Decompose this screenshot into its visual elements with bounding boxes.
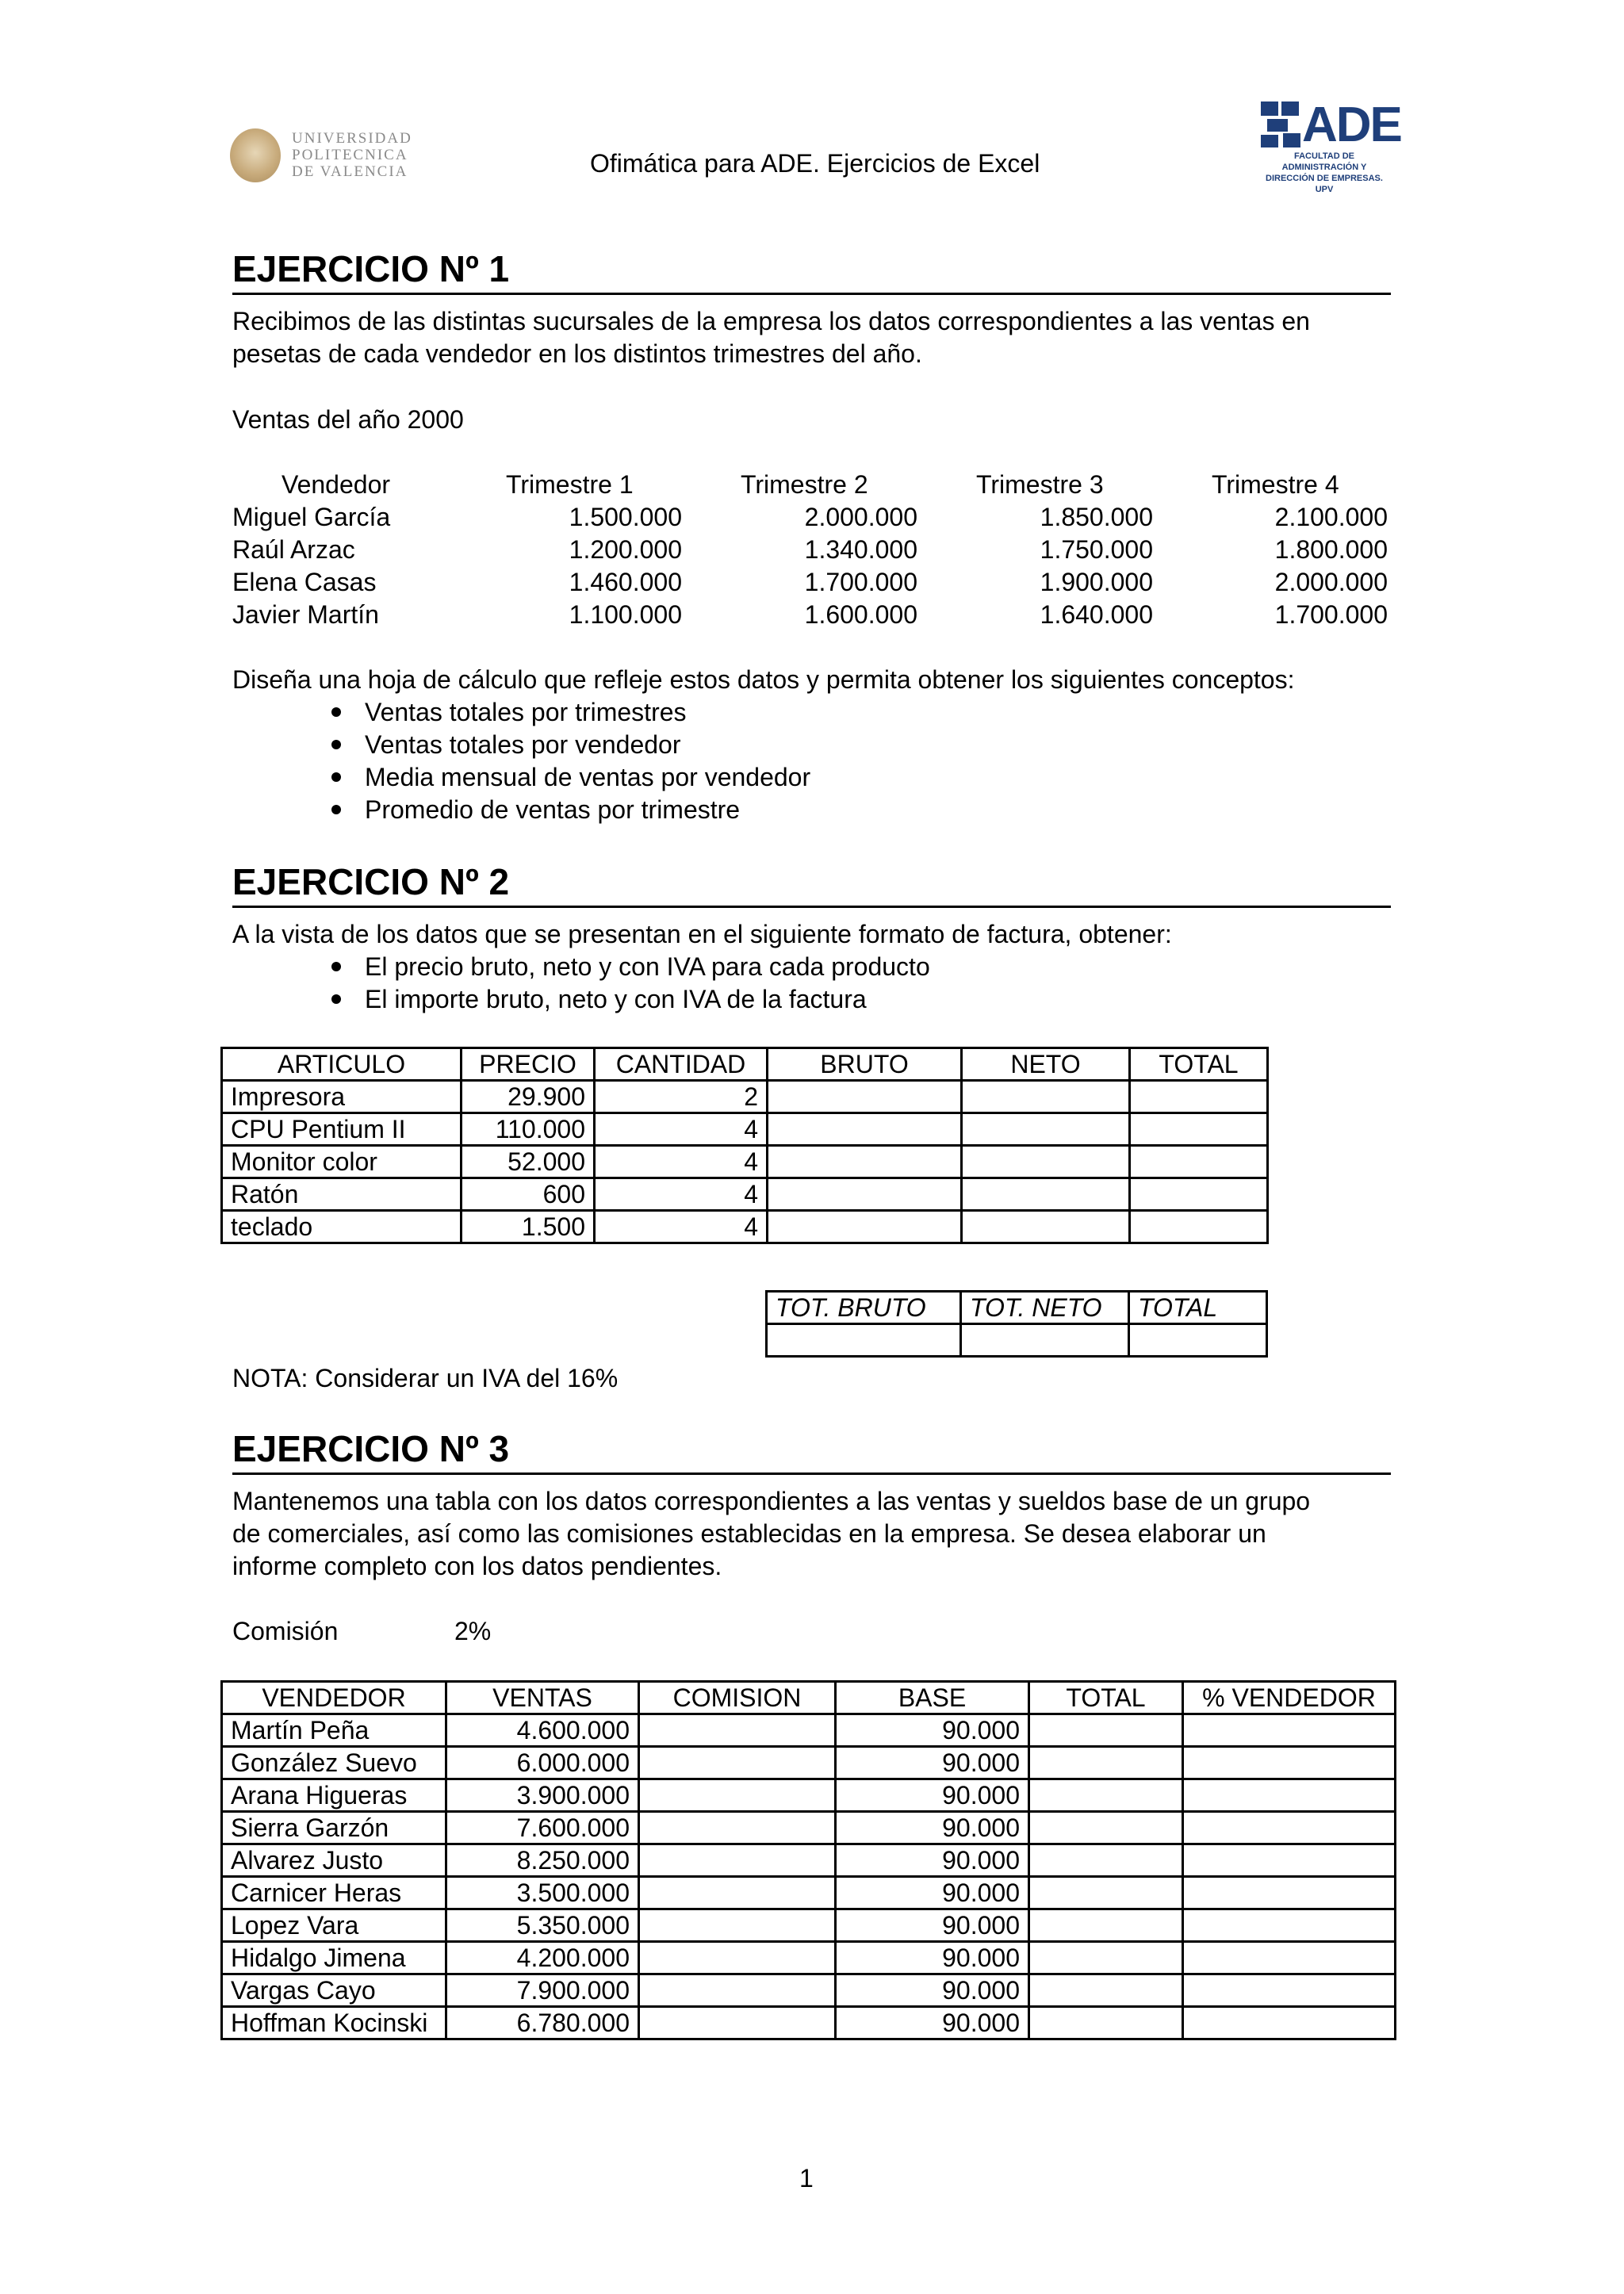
table-header-cell: PRECIO	[462, 1048, 595, 1081]
ex3-intro-line: de comerciales, así como las comisiones establecidas en la empresa. Se desea elaborar un	[232, 1519, 1266, 1548]
table-cell: Hidalgo Jimena	[222, 1942, 446, 1974]
table-cell: Arana Higueras	[222, 1779, 446, 1812]
table-cell: CPU Pentium II	[222, 1113, 462, 1146]
table-cell: 90.000	[836, 1844, 1029, 1877]
table-cell	[962, 1081, 1130, 1113]
page-number: 1	[799, 2164, 814, 2193]
ex2-bullet-text: El precio bruto, neto y con IVA para cada producto	[365, 952, 930, 981]
ex1-cell: 1.700.000	[1274, 600, 1388, 629]
table-cell: 52.000	[462, 1146, 595, 1178]
table-cell	[1029, 1714, 1183, 1747]
table-cell	[1183, 1714, 1396, 1747]
upv-seal-icon	[230, 128, 281, 182]
table-cell: Hoffman Kocinski	[222, 2007, 446, 2039]
table-cell: 90.000	[836, 1779, 1029, 1812]
table-row	[222, 1844, 1396, 1877]
table-cell: 6.780.000	[446, 2007, 639, 2039]
table-row	[222, 1211, 1268, 1243]
ex1-cell: 1.340.000	[804, 535, 917, 564]
table-cell	[962, 1146, 1130, 1178]
table-row	[222, 1812, 1396, 1844]
table-row	[767, 1324, 1267, 1357]
ex1-task: Diseña una hoja de cálculo que refleje estos datos y permita obtener los siguientes conceptos:	[232, 665, 1295, 694]
table-cell: 29.900	[462, 1081, 595, 1113]
ex1-bullet-text: Promedio de ventas por trimestre	[365, 795, 741, 824]
ex2-bullet-text: El importe bruto, neto y con IVA de la factura	[365, 985, 867, 1013]
table-cell	[1029, 2007, 1183, 2039]
table-cell	[962, 1178, 1130, 1211]
table-cell	[639, 1974, 836, 2007]
table-cell	[962, 1113, 1130, 1146]
table-row	[222, 1747, 1396, 1779]
table-cell	[1029, 1974, 1183, 2007]
table-cell	[1029, 1779, 1183, 1812]
table-cell: 3.900.000	[446, 1779, 639, 1812]
table-cell: Impresora	[222, 1081, 462, 1113]
ex2-totals-table	[765, 1290, 1268, 1358]
ex2-intro: A la vista de los datos que se presentan en el siguiente formato de factura, obtener:	[232, 920, 1172, 948]
upv-logo	[230, 127, 412, 184]
table-cell	[639, 1747, 836, 1779]
bullet-icon	[331, 772, 341, 782]
ex1-heading-rule	[232, 293, 1391, 295]
ex1-cell: 1.850.000	[1040, 503, 1153, 531]
table-cell: 2	[595, 1081, 768, 1113]
bullet-icon	[331, 994, 341, 1004]
table-header-cell: CANTIDAD	[595, 1048, 768, 1081]
table-cell: Alvarez Justo	[222, 1844, 446, 1877]
table-cell: Martín Peña	[222, 1714, 446, 1747]
ex1-bullet	[331, 794, 740, 826]
ade-puzzle-icon	[1261, 101, 1302, 147]
table-header-cell: ARTICULO	[222, 1048, 462, 1081]
ex1-col-header: Trimestre 2	[741, 470, 868, 499]
table-cell	[639, 1779, 836, 1812]
table-cell	[1130, 1211, 1268, 1243]
table-cell: Monitor color	[222, 1146, 462, 1178]
ex3-commission-label: Comisión	[232, 1617, 339, 1645]
table-cell	[1183, 1844, 1396, 1877]
ex3-sales-table	[220, 1680, 1396, 2040]
table-cell	[1183, 1909, 1396, 1942]
table-cell	[1029, 1877, 1183, 1909]
ex1-cell: 2.000.000	[1274, 568, 1388, 596]
table-row	[222, 2007, 1396, 2039]
ex1-bullet	[331, 696, 687, 729]
table-row	[222, 1113, 1268, 1146]
table-cell: 90.000	[836, 1877, 1029, 1909]
table-cell: 4	[595, 1146, 768, 1178]
table-cell	[1183, 2007, 1396, 2039]
table-cell	[1129, 1324, 1267, 1357]
ex1-cell: Javier Martín	[232, 600, 379, 629]
table-cell: 90.000	[836, 1747, 1029, 1779]
upv-logo-line: POLITECNICA	[292, 147, 408, 163]
ex1-cell: 1.460.000	[569, 568, 682, 596]
ex1-bullet-text: Ventas totales por trimestres	[365, 698, 687, 726]
bullet-icon	[331, 805, 341, 814]
table-cell	[1029, 1909, 1183, 1942]
table-cell	[1029, 1812, 1183, 1844]
table-cell	[639, 2007, 836, 2039]
ex1-cell: 1.800.000	[1274, 535, 1388, 564]
ex1-cell: 1.700.000	[804, 568, 917, 596]
table-header-cell: BASE	[836, 1682, 1029, 1714]
table-cell	[639, 1942, 836, 1974]
table-cell: 1.500	[462, 1211, 595, 1243]
ex1-cell: 1.600.000	[804, 600, 917, 629]
table-cell	[1130, 1113, 1268, 1146]
table-cell	[767, 1324, 961, 1357]
table-header-cell: TOTAL	[1130, 1048, 1268, 1081]
table-row	[222, 1178, 1268, 1211]
table-cell	[639, 1714, 836, 1747]
ex3-intro-line: Mantenemos una tabla con los datos correspondientes a las ventas y sueldos base de un grupo	[232, 1487, 1311, 1515]
table-header-cell: NETO	[962, 1048, 1130, 1081]
ex1-heading: EJERCICIO Nº 1	[232, 248, 510, 289]
table-row	[222, 1146, 1268, 1178]
table-cell: 110.000	[462, 1113, 595, 1146]
upv-logo-line: DE VALENCIA	[292, 163, 408, 180]
table-cell	[768, 1146, 962, 1178]
ex1-intro-line: Recibimos de las distintas sucursales de la empresa los datos correspondientes a las ventas en	[232, 307, 1310, 335]
table-cell	[1029, 1942, 1183, 1974]
ex1-cell: 2.000.000	[804, 503, 917, 531]
ex2-bullet	[331, 983, 867, 1016]
table-cell: 6.000.000	[446, 1747, 639, 1779]
ex1-subtitle: Ventas del año 2000	[232, 405, 464, 434]
table-cell	[1029, 1844, 1183, 1877]
table-row	[222, 1877, 1396, 1909]
table-cell	[1130, 1146, 1268, 1178]
table-cell: 7.600.000	[446, 1812, 639, 1844]
table-cell: 90.000	[836, 2007, 1029, 2039]
table-cell: 90.000	[836, 1714, 1029, 1747]
table-cell: González Suevo	[222, 1747, 446, 1779]
table-cell: 90.000	[836, 1909, 1029, 1942]
table-cell: Vargas Cayo	[222, 1974, 446, 2007]
table-cell	[639, 1909, 836, 1942]
ex1-cell: 1.100.000	[569, 600, 682, 629]
table-cell	[1183, 1812, 1396, 1844]
table-cell	[639, 1877, 836, 1909]
table-row	[222, 1909, 1396, 1942]
ade-logo-word: ADE	[1302, 98, 1401, 152]
ex1-col-header: Trimestre 3	[976, 470, 1104, 499]
ex1-intro-line: pesetas de cada vendedor en los distintos trimestres del año.	[232, 339, 922, 368]
ex1-cell: 1.750.000	[1040, 535, 1153, 564]
ex3-heading-rule	[232, 1473, 1391, 1475]
table-cell: 8.250.000	[446, 1844, 639, 1877]
table-row	[222, 1081, 1268, 1113]
table-cell	[1183, 1877, 1396, 1909]
table-header-cell: BRUTO	[768, 1048, 962, 1081]
table-cell: 4.600.000	[446, 1714, 639, 1747]
table-cell	[1029, 1747, 1183, 1779]
upv-logo-text	[292, 130, 412, 180]
table-row	[222, 1942, 1396, 1974]
table-cell: 4	[595, 1113, 768, 1146]
upv-logo-line: UNIVERSIDAD	[292, 130, 412, 147]
ex3-intro-line: informe completo con los datos pendientes.	[232, 1552, 722, 1580]
ex1-bullet	[331, 761, 810, 794]
table-cell: 90.000	[836, 1974, 1029, 2007]
table-cell	[1130, 1081, 1268, 1113]
table-cell	[768, 1081, 962, 1113]
bullet-icon	[331, 962, 341, 971]
ex1-cell: 1.500.000	[569, 503, 682, 531]
table-cell: teclado	[222, 1211, 462, 1243]
table-row	[222, 1779, 1396, 1812]
ex2-heading: EJERCICIO Nº 2	[232, 861, 510, 902]
ex1-col-header: Vendedor	[282, 470, 391, 499]
table-header-row	[222, 1048, 1268, 1081]
table-header-row	[767, 1292, 1267, 1324]
table-header-cell: VENTAS	[446, 1682, 639, 1714]
table-cell: Ratón	[222, 1178, 462, 1211]
ex3-heading: EJERCICIO Nº 3	[232, 1428, 510, 1469]
table-cell: Sierra Garzón	[222, 1812, 446, 1844]
table-cell	[639, 1812, 836, 1844]
table-cell	[768, 1211, 962, 1243]
ex1-col-header: Trimestre 4	[1212, 470, 1339, 499]
table-cell: 90.000	[836, 1942, 1029, 1974]
ex1-cell: 1.640.000	[1040, 600, 1153, 629]
table-cell	[639, 1844, 836, 1877]
table-cell: 600	[462, 1178, 595, 1211]
table-cell	[961, 1324, 1129, 1357]
ex1-bullet	[331, 729, 681, 761]
table-cell: 4.200.000	[446, 1942, 639, 1974]
ex1-cell: 1.900.000	[1040, 568, 1153, 596]
ex1-cell: Miguel García	[232, 503, 391, 531]
table-cell: 4	[595, 1211, 768, 1243]
table-row	[222, 1714, 1396, 1747]
ex2-invoice-table	[220, 1047, 1269, 1244]
table-cell: 7.900.000	[446, 1974, 639, 2007]
table-header-cell: % VENDEDOR	[1183, 1682, 1396, 1714]
table-cell	[768, 1113, 962, 1146]
ex2-bullet	[331, 951, 930, 983]
ex1-cell: Raúl Arzac	[232, 535, 355, 564]
table-cell: Carnicer Heras	[222, 1877, 446, 1909]
ex1-cell: 2.100.000	[1274, 503, 1388, 531]
ex2-heading-rule	[232, 906, 1391, 908]
table-header-cell: TOTAL	[1129, 1292, 1267, 1324]
table-cell	[768, 1178, 962, 1211]
table-cell: Lopez Vara	[222, 1909, 446, 1942]
table-cell	[1183, 1942, 1396, 1974]
ex1-cell: Elena Casas	[232, 568, 377, 596]
table-cell	[1183, 1747, 1396, 1779]
ade-logo	[1261, 97, 1401, 194]
table-header-cell: COMISION	[639, 1682, 836, 1714]
table-header-cell: TOT. BRUTO	[767, 1292, 961, 1324]
table-header-cell: VENDEDOR	[222, 1682, 446, 1714]
table-cell: 4	[595, 1178, 768, 1211]
table-cell	[1183, 1974, 1396, 2007]
bullet-icon	[331, 740, 341, 749]
ex1-bullet-text: Ventas totales por vendedor	[365, 730, 681, 759]
ex1-bullet-text: Media mensual de ventas por vendedor	[365, 763, 811, 791]
table-header-cell: TOT. NETO	[961, 1292, 1129, 1324]
table-header-cell: TOTAL	[1029, 1682, 1183, 1714]
table-cell	[962, 1211, 1130, 1243]
ade-logo-subtitle: FACULTAD DE ADMINISTRACIÓN Y DIRECCIÓN DE EMPRESAS. UPV	[1266, 151, 1383, 194]
ex3-commission-value: 2%	[454, 1617, 492, 1645]
table-cell: 3.500.000	[446, 1877, 639, 1909]
table-cell	[1183, 1779, 1396, 1812]
table-header-row	[222, 1682, 1396, 1714]
ex1-cell: 1.200.000	[569, 535, 682, 564]
ex1-col-header: Trimestre 1	[506, 470, 634, 499]
ex2-note: NOTA: Considerar un IVA del 16%	[232, 1364, 619, 1392]
table-row	[222, 1974, 1396, 2007]
table-cell: 90.000	[836, 1812, 1029, 1844]
table-cell: 5.350.000	[446, 1909, 639, 1942]
page-header-title: Ofimática para ADE. Ejercicios de Excel	[590, 149, 1040, 178]
bullet-icon	[331, 707, 341, 717]
table-cell	[1130, 1178, 1268, 1211]
